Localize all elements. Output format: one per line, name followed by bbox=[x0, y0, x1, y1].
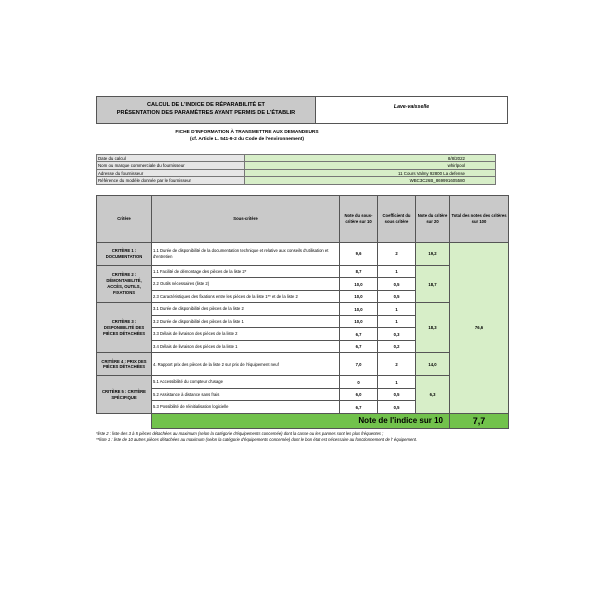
info-label: Référence du modèle donnée par le fournisseur bbox=[97, 177, 245, 185]
info-label: Nom ou marque commerciale du fournisseur bbox=[97, 162, 245, 170]
footnote-2: **liste 1 : liste de 10 autres pièces détachées au maximum (selon la catégorie d'équipements concernée) dont le bon état est nécessaire au fonctionnement de l' équipement. bbox=[96, 437, 417, 442]
final-score-label: Note de l'indice sur 10 bbox=[152, 413, 450, 428]
final-spacer bbox=[97, 413, 152, 428]
subcriterion-note: 10,0 bbox=[340, 303, 378, 316]
table-row bbox=[97, 242, 509, 265]
subcriterion-label: 3.2 Durée de disponibilité des pièces de la liste 1 bbox=[152, 315, 340, 328]
subcriterion-coef: 0,2 bbox=[378, 340, 416, 353]
repairability-document bbox=[96, 96, 508, 443]
subcriterion-note: 6,7 bbox=[340, 401, 378, 414]
criterion-4-label: CRITÈRE 4 : PRIX DES PIÈCES DÉTACHÉES bbox=[97, 353, 152, 376]
criterion-5-note: 6,3 bbox=[416, 376, 450, 414]
col-note-sous-critere: Note du sous-critère sur 10 bbox=[340, 195, 378, 242]
subcriterion-label: 1.1 Facilité de démontage des pièces de la liste 2* bbox=[152, 265, 340, 278]
subcriterion-note: 6,0 bbox=[340, 388, 378, 401]
info-row bbox=[97, 162, 496, 170]
footnotes bbox=[96, 431, 506, 443]
subcriterion-note: 10,0 bbox=[340, 290, 378, 303]
criterion-5-label: CRITÈRE 5 : CRITÈRE SPÉCIFIQUE bbox=[97, 376, 152, 414]
subcriterion-note: 6,7 bbox=[340, 340, 378, 353]
criterion-4-note: 14,0 bbox=[416, 353, 450, 376]
supplier-info-table bbox=[96, 154, 496, 185]
subcriterion-note: 8,7 bbox=[340, 265, 378, 278]
table-row bbox=[97, 265, 509, 278]
col-coefficient: Coefficient du sous critère bbox=[378, 195, 416, 242]
subcriterion-note: 7,0 bbox=[340, 353, 378, 376]
col-note-critere: Note du critère sur 20 bbox=[416, 195, 450, 242]
criterion-3-note: 18,3 bbox=[416, 303, 450, 353]
subcriterion-label: 3.3 Délais de livraison des pièces de la liste 2 bbox=[152, 328, 340, 341]
document-header bbox=[96, 96, 508, 124]
info-label: Date du calcul bbox=[97, 154, 245, 162]
info-row bbox=[97, 154, 496, 162]
total-score: 76,6 bbox=[450, 242, 509, 413]
subcriterion-note: 6,7 bbox=[340, 328, 378, 341]
col-total: Total des notes des critères sur 100 bbox=[450, 195, 509, 242]
info-row bbox=[97, 169, 496, 177]
subcriterion-note: 9,6 bbox=[340, 242, 378, 265]
fiche-line-2: (cf. Article L. 541-9-2 du Code de l'environnement) bbox=[190, 136, 304, 142]
subcriterion-coef: 2 bbox=[378, 242, 416, 265]
col-sous-critere: Sous-critère bbox=[152, 195, 340, 242]
criterion-2-note: 18,7 bbox=[416, 265, 450, 303]
info-label: Adresse du fournisseur bbox=[97, 169, 245, 177]
final-score-row bbox=[97, 413, 509, 428]
subcriterion-coef: 0,5 bbox=[378, 388, 416, 401]
subcriterion-label: 5.3 Possibilité de réinitialisation logicielle bbox=[152, 401, 340, 414]
table-row bbox=[97, 353, 509, 376]
subcriterion-coef: 0,3 bbox=[378, 328, 416, 341]
fiche-heading bbox=[0, 130, 508, 144]
subcriterion-coef: 1 bbox=[378, 303, 416, 316]
subcriterion-coef: 2 bbox=[378, 353, 416, 376]
score-table-header bbox=[97, 195, 509, 242]
subcriterion-coef: 1 bbox=[378, 265, 416, 278]
subcriterion-coef: 0,5 bbox=[378, 290, 416, 303]
fiche-line-1: FICHE D'INFORMATION À TRANSMETTRE AUX DEMANDEURS bbox=[175, 130, 319, 135]
subcriterion-coef: 0,5 bbox=[378, 401, 416, 414]
subcriterion-label: 2.2 Outils nécessaires (liste 2) bbox=[152, 278, 340, 291]
info-value: 11 Cours Valmy 92800 La defense bbox=[245, 169, 496, 177]
info-row bbox=[97, 177, 496, 185]
subcriterion-coef: 0,5 bbox=[378, 278, 416, 291]
criterion-2-label: CRITÈRE 2 : DÉMONTABILITÉ, ACCÈS, OUTILS, FIXATIONS bbox=[97, 265, 152, 303]
subcriterion-label: 5.1 Accessibilité du compteur d'usage bbox=[152, 376, 340, 389]
info-value: WBC3C26B_869991605580 bbox=[245, 177, 496, 185]
final-score-value: 7,7 bbox=[450, 413, 509, 428]
info-value: whirlpool bbox=[245, 162, 496, 170]
document-title bbox=[96, 96, 316, 124]
info-value: 8/8/2022 bbox=[245, 154, 496, 162]
title-line-1: CALCUL DE L'INDICE DE RÉPARABILITÉ ET bbox=[147, 102, 265, 109]
criterion-1-note: 19,2 bbox=[416, 242, 450, 265]
subcriterion-note: 0 bbox=[340, 376, 378, 389]
criterion-1-label: CRITÈRE 1 : DOCUMENTATION bbox=[97, 242, 152, 265]
subcriterion-label: 3.4 Délais de livraison des pièces de la liste 1 bbox=[152, 340, 340, 353]
subcriterion-label: 2.3 Caractéristiques des fixations entre les pièces de la liste 1** et de la liste 2 bbox=[152, 290, 340, 303]
subcriterion-coef: 1 bbox=[378, 376, 416, 389]
subcriterion-note: 10,0 bbox=[340, 315, 378, 328]
criterion-3-label: CRITÈRE 3 : DISPONIBILITÉ DES PIÈCES DÉTACHÉES bbox=[97, 303, 152, 353]
product-type: Lave-vaisselle bbox=[316, 96, 508, 124]
subcriterion-coef: 1 bbox=[378, 315, 416, 328]
score-table bbox=[96, 195, 509, 429]
table-row bbox=[97, 303, 509, 316]
table-row bbox=[97, 376, 509, 389]
subcriterion-label: 4. Rapport prix des pièces de la liste 2 sur prix de l'équipement neuf bbox=[152, 353, 340, 376]
subcriterion-label: 5.2 Assistance à distance sans frais bbox=[152, 388, 340, 401]
subcriterion-label: 3.1 Durée de disponibilité des pièces de la liste 2 bbox=[152, 303, 340, 316]
title-line-2: PRÉSENTATION DES PARAMÈTRES AYANT PERMIS DE L'ÉTABLIR bbox=[116, 110, 296, 116]
footnote-1: *liste 2 : liste des 3 à 5 pièces détachées au maximum (selon la catégorie d'équipements concernée) dont la casse ou les pannes sont les plus fréquentes ; bbox=[96, 430, 384, 436]
subcriterion-label: 1.1 Durée de disponibilité de la documentation technique et relative aux conseils d'utilisation et d'entretien bbox=[152, 242, 340, 265]
subcriterion-note: 10,0 bbox=[340, 278, 378, 291]
col-critere: Critère bbox=[97, 195, 152, 242]
